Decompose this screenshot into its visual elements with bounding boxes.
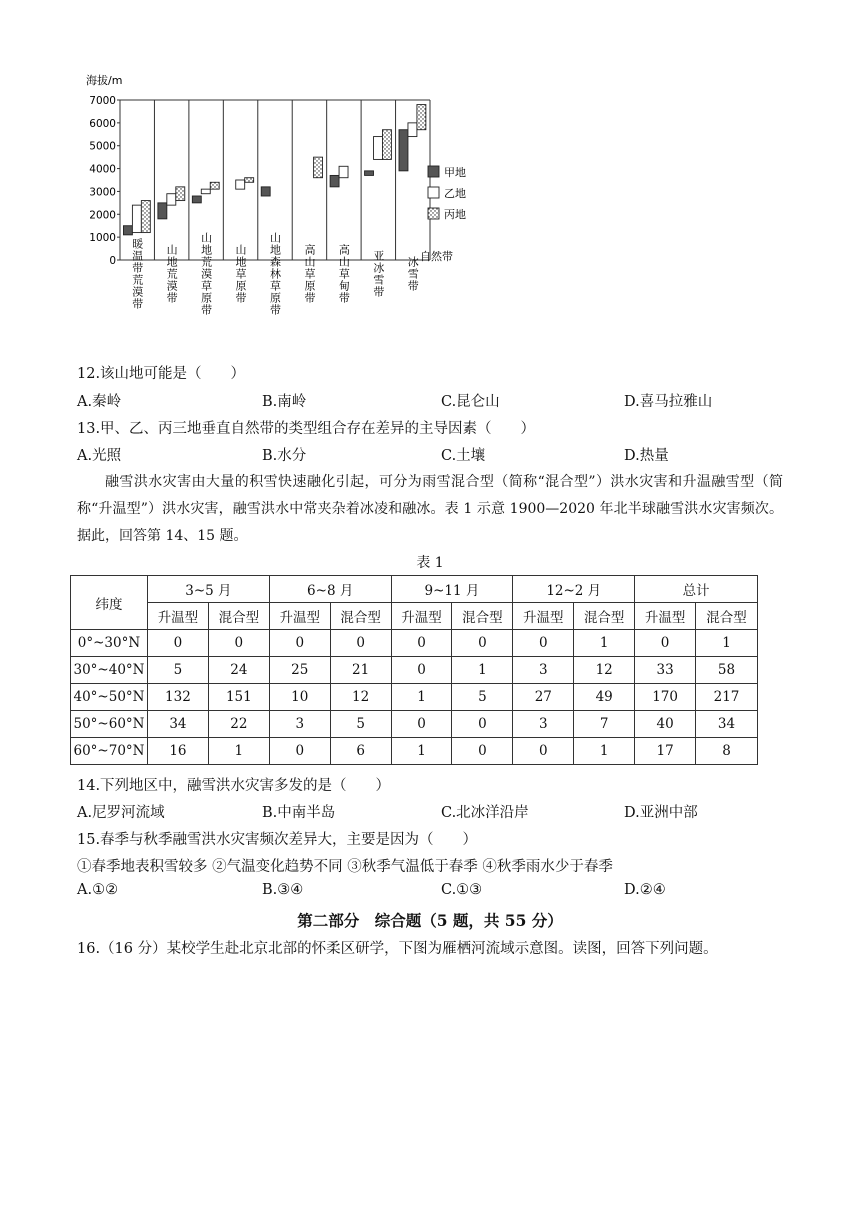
table-row [71,630,758,657]
value-cell: 21 [330,657,391,684]
value-cell: 40 [635,711,696,738]
value-cell: 34 [147,711,208,738]
table-caption: 表 1 [416,555,444,571]
x-category-label: 冰雪带 [406,256,420,292]
y-tick-label: 2000 [89,209,116,222]
value-cell: 8 [696,738,758,765]
value-cell: 25 [269,657,330,684]
value-cell: 49 [574,684,635,711]
value-cell: 5 [147,657,208,684]
table-row [71,684,758,711]
y-axis-label: 海拔/m [86,74,123,87]
value-cell: 0 [147,630,208,657]
bar-jia [261,187,270,196]
value-cell: 0 [513,630,574,657]
q12-option-d[interactable]: D.喜马拉雅山 [624,394,713,410]
table-corner: 纬度 [71,576,148,630]
type-header: 混合型 [330,603,391,630]
value-cell: 27 [513,684,574,711]
value-cell: 3 [513,711,574,738]
bar-jia [123,226,132,235]
value-cell: 0 [452,630,513,657]
value-cell: 24 [208,657,269,684]
q14-option-a[interactable]: A.尼罗河流域 [77,805,165,821]
value-cell: 0 [391,657,452,684]
x-category-label: 高山草甸带 [337,244,351,304]
legend-label: 丙地 [444,208,466,221]
altitude-zone-chart [80,68,500,368]
value-cell: 0 [513,738,574,765]
bar-bing [382,130,391,160]
q12-option-b[interactable]: B.南岭 [262,394,307,410]
bar-jia [399,130,408,171]
bar-jia [192,196,201,203]
value-cell: 0 [269,630,330,657]
value-cell: 217 [696,684,758,711]
table-header-row [71,576,758,603]
q15-option-a[interactable]: A.①② [77,882,119,898]
latitude-cell: 30°~40°N [71,657,148,684]
value-cell: 34 [696,711,758,738]
y-tick-label: 0 [109,255,116,267]
value-cell: 170 [635,684,696,711]
period-header: 12~2 月 [513,576,635,603]
q12-option-a[interactable]: A.秦岭 [77,394,122,410]
bar-bing [141,201,150,233]
value-cell: 6 [330,738,391,765]
q13-option-b[interactable]: B.水分 [262,448,307,464]
x-axis-label: 自然带 [420,250,453,263]
flood-frequency-table [70,575,758,765]
bar-bing [417,105,426,130]
value-cell: 22 [208,711,269,738]
y-tick-label: 5000 [89,140,116,153]
latitude-cell: 60°~70°N [71,738,148,765]
q14-option-b[interactable]: B.中南半岛 [262,805,336,821]
bar-yi [339,166,348,177]
bar-jia [365,171,374,176]
bar-yi [132,205,141,232]
value-cell: 1 [208,738,269,765]
value-cell: 5 [452,684,513,711]
x-category-label: 山地草原带 [234,244,248,304]
q15-statements: ①春季地表积雪较多 ②气温变化趋势不同 ③秋季气温低于春季 ④秋季雨水少于春季 [77,859,613,875]
value-cell: 16 [147,738,208,765]
value-cell: 12 [330,684,391,711]
x-category-labels [131,232,420,316]
x-category-label: 暖温带荒漠带 [130,238,144,310]
value-cell: 1 [452,657,513,684]
x-category-label: 高山草原带 [302,244,316,304]
q15-option-c[interactable]: C.①③ [441,882,483,898]
bar-bing [210,182,219,189]
legend [428,165,466,221]
bar-bing [314,157,323,178]
x-category-label: 山地荒漠带 [165,244,179,304]
value-cell: 12 [574,657,635,684]
value-cell: 7 [574,711,635,738]
q14-stem: 14.下列地区中，融雪洪水灾害多发的是（ ） [77,778,391,794]
type-header: 升温型 [635,603,696,630]
table-row [71,738,758,765]
type-header: 升温型 [391,603,452,630]
value-cell: 0 [391,630,452,657]
value-cell: 0 [330,630,391,657]
table-row [71,657,758,684]
value-cell: 3 [269,711,330,738]
bars [123,105,425,235]
period-header: 3~5 月 [147,576,269,603]
q13-option-d[interactable]: D.热量 [624,448,669,464]
bar-bing [245,178,254,183]
q16-stem: 16.（16 分）某校学生赴北京北部的怀柔区研学，下图为雁栖河流域示意图。读图，回答下列问题。 [77,941,718,957]
value-cell: 33 [635,657,696,684]
value-cell: 0 [452,711,513,738]
bar-yi [374,137,383,160]
bar-yi [236,180,245,189]
q13-stem: 13.甲、乙、丙三地垂直自然带的类型组合存在差异的主导因素（ ） [77,421,536,437]
bar-bing [176,187,185,201]
q12-option-c[interactable]: C.昆仑山 [441,394,500,410]
type-header: 升温型 [513,603,574,630]
value-cell: 0 [452,738,513,765]
x-category-label: 山地荒漠草原带 [199,232,213,316]
value-cell: 1 [391,684,452,711]
value-cell: 151 [208,684,269,711]
y-tick-label: 6000 [89,117,116,130]
legend-label: 甲地 [444,166,466,179]
value-cell: 1 [574,738,635,765]
value-cell: 1 [696,630,758,657]
type-header: 混合型 [574,603,635,630]
type-header: 升温型 [269,603,330,630]
value-cell: 1 [391,738,452,765]
passage-text: 融雪洪水灾害由大量的积雪快速融化引起，可分为雨雪混合型（简称“混合型”）洪水灾害和升温融雪型（简称“升温型”）洪水灾害，融雪洪水中常夹杂着冰凌和融冰。表 1 示意 1900—2020 年北半球融雪洪水灾害频次。据此，回答第 14、15 题。 [77,474,783,544]
bar-yi [408,123,417,137]
latitude-cell: 50°~60°N [71,711,148,738]
part2-title: 第二部分 综合题（5 题，共 55 分） [297,911,563,930]
value-cell: 0 [269,738,330,765]
type-header: 混合型 [452,603,513,630]
y-tick-label: 3000 [89,186,116,199]
x-category-label: 亚冰雪带 [371,250,385,298]
value-cell: 1 [574,630,635,657]
q15-option-b[interactable]: B.③④ [262,882,304,898]
value-cell: 0 [635,630,696,657]
value-cell: 17 [635,738,696,765]
legend-swatch [428,208,439,219]
value-cell: 0 [208,630,269,657]
value-cell: 3 [513,657,574,684]
period-header: 6~8 月 [269,576,391,603]
legend-swatch [428,166,439,177]
bar-jia [158,203,167,219]
value-cell: 10 [269,684,330,711]
type-header: 升温型 [147,603,208,630]
legend-swatch [428,187,439,198]
value-cell: 58 [696,657,758,684]
type-header: 混合型 [208,603,269,630]
q15-option-d[interactable]: D.②④ [624,882,666,898]
q14-option-d[interactable]: D.亚洲中部 [624,805,698,821]
legend-label: 乙地 [444,187,466,200]
bar-yi [167,194,176,205]
period-header: 总计 [635,576,758,603]
latitude-cell: 40°~50°N [71,684,148,711]
table-subheader-row [71,603,758,630]
latitude-cell: 0°~30°N [71,630,148,657]
y-tick-label: 1000 [89,232,116,245]
q15-stem: 15.春季与秋季融雪洪水灾害频次差异大，主要是因为（ ） [77,832,478,848]
y-tick-label: 4000 [89,163,116,176]
y-tick-label: 7000 [89,95,116,107]
bar-jia [330,175,339,186]
value-cell: 132 [147,684,208,711]
bar-yi [201,189,210,194]
value-cell: 0 [391,711,452,738]
type-header: 混合型 [696,603,758,630]
table-row [71,711,758,738]
q12-stem: 12.该山地可能是（ ） [77,366,246,382]
value-cell: 5 [330,711,391,738]
period-header: 9~11 月 [391,576,513,603]
x-category-label: 山地森林草原带 [268,232,282,316]
q13-option-c[interactable]: C.土壤 [441,448,486,464]
q13-option-a[interactable]: A.光照 [77,448,122,464]
q14-option-c[interactable]: C.北冰洋沿岸 [441,805,529,821]
